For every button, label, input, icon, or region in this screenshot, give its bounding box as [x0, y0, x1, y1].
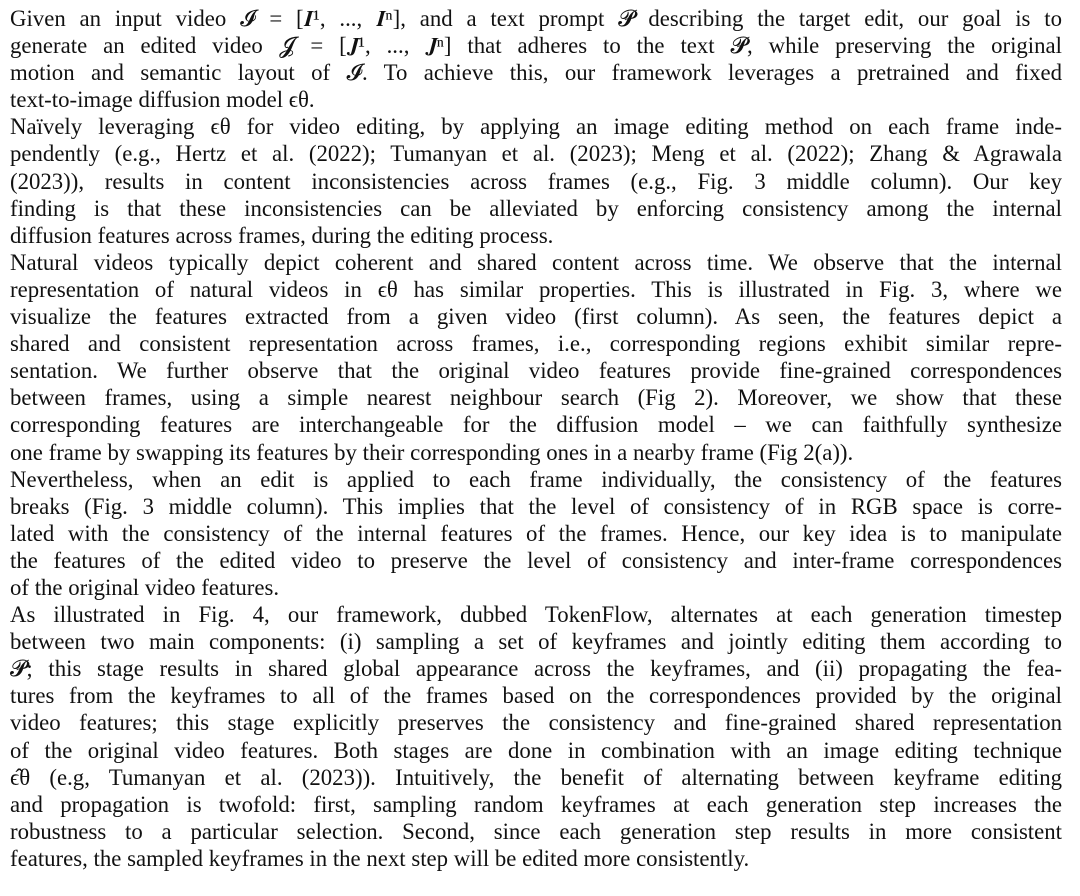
text-line: video features; this stage explicitly preserves the consistency and fine-grained shared representation [10, 710, 1062, 736]
text-line: the features of the edited video to preserve the level of consistency and inter-frame correspondences [10, 547, 1062, 573]
text-line: between two main components: (i) sampling a set of keyframes and jointly editing them according to [10, 629, 1062, 655]
text-line: Nevertheless, when an edit is applied to each frame individually, the consistency of the features [10, 466, 1062, 492]
text-line: finding is that these inconsistencies can be alleviated by enforcing consistency among the internal [10, 195, 1062, 221]
text-line: of the original video features. [10, 574, 280, 600]
text-line: motion and semantic layout of 𝓘. To achieve this, our framework leverages a pretrained and fixed [10, 60, 1062, 86]
text-line: 𝓟; this stage results in shared global appearance across the keyframes, and (ii) propagating the fea- [10, 656, 1062, 682]
text-line: sentation. We further observe that the original video features provide fine-grained correspondences [10, 358, 1062, 384]
text-line: diffusion features across frames, during the editing process. [10, 222, 554, 248]
text-line: ϵ̂θ (e.g, Tumanyan et al. (2023)). Intuitively, the benefit of alternating between keyframe editing [10, 764, 1062, 790]
text-line: text-to-image diffusion model ϵθ. [10, 87, 315, 113]
text-line: (2023)), results in content inconsistencies across frames (e.g., Fig. 3 middle column). Our key [10, 168, 1062, 194]
text-line: lated with the consistency of the internal features of the frames. Hence, our key idea is to manipulate [10, 520, 1062, 546]
document-body [10, 5, 1062, 872]
text-line: As illustrated in Fig. 4, our framework, dubbed TokenFlow, alternates at each generation timestep [10, 602, 1062, 628]
text-line: breaks (Fig. 3 middle column). This implies that the level of consistency of in RGB space is corre- [10, 493, 1062, 519]
text-line: Given an input video 𝓘 = [𝑰¹, ..., 𝑰ⁿ], and a text prompt 𝓟 describing the target edit, our goal is to [10, 6, 1062, 31]
text-line: Natural videos typically depict coherent and shared content across time. We observe that the internal [10, 249, 1062, 275]
text-line: tures from the keyframes to all of the frames based on the correspondences provided by the original [10, 683, 1062, 709]
text-line: visualize the features extracted from a given video (first column). As seen, the features depict a [10, 304, 1062, 330]
paragraph-tokenflow-framework [10, 601, 1062, 872]
text-line: features, the sampled keyframes in the next step will be edited more consistently. [10, 845, 750, 871]
text-line: shared and consistent representation across frames, i.e., corresponding regions exhibit similar repre- [10, 331, 1062, 357]
text-line: and propagation is twofold: first, sampling random keyframes at each generation step increases the [10, 791, 1062, 817]
paragraph-problem-statement [10, 5, 1062, 113]
text-line: pendently (e.g., Hertz et al. (2022); Tumanyan et al. (2023); Meng et al. (2022); Zhang & Agrawala [10, 141, 1062, 167]
text-line: robustness to a particular selection. Second, since each generation step results in more consistent [10, 818, 1062, 844]
text-line: representation of natural videos in ϵθ has similar properties. This is illustrated in Fig. 3, where we [10, 276, 1062, 302]
paragraph-naive-approach [10, 113, 1062, 248]
paragraph-key-idea [10, 466, 1062, 601]
text-line: corresponding features are interchangeable for the diffusion model – we can faithfully synthesize [10, 412, 1062, 438]
text-line: generate an edited video 𝓙 = [𝑱¹, ..., 𝑱ⁿ] that adheres to the text 𝓟, while preserving the original [10, 33, 1062, 59]
text-line: between frames, using a simple nearest neighbour search (Fig 2). Moreover, we show that these [10, 385, 1062, 411]
text-line: of the original video features. Both stages are done in combination with an image editing technique [10, 737, 1062, 763]
text-line: Naïvely leveraging ϵθ for video editing, by applying an image editing method on each frame inde- [10, 114, 1062, 140]
text-line: one frame by swapping its features by their corresponding ones in a nearby frame (Fig 2(a)). [10, 439, 854, 465]
paragraph-feature-observation [10, 249, 1062, 466]
